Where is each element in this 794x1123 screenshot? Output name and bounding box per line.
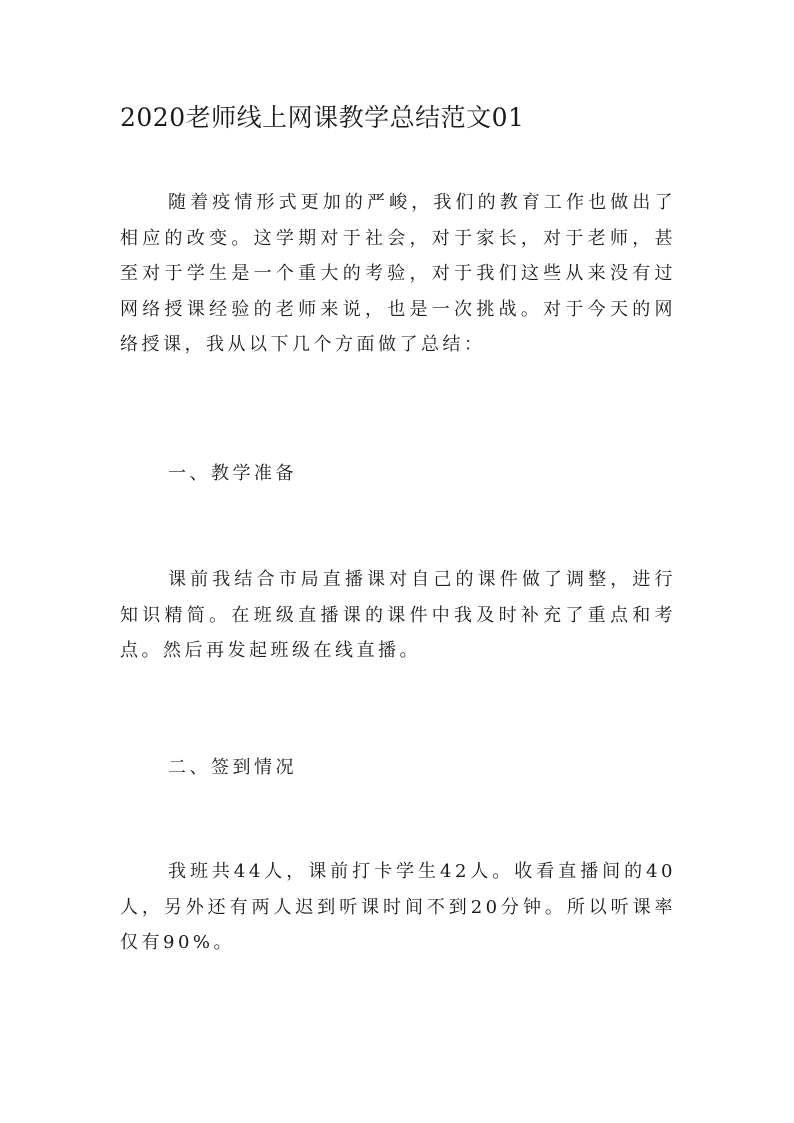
section-heading-attendance: 二、签到情况 xyxy=(168,757,297,778)
intro-paragraph: 随着疫情形式更加的严峻，我们的教育工作也做出了相应的改变。这学期对于社会，对于家长，对于老师，甚至对于学生是一个重大的考验，对于我们这些从来没有过网络授课经验的老师来说，也是一次挑战。对于今天的网络授课，我从以下几个方面做了总结： xyxy=(120,192,676,355)
section-heading-teaching-prep: 一、教学准备 xyxy=(168,463,297,484)
section-body-teaching-prep: 课前我结合市局直播课对自己的课件做了调整，进行知识精简。在班级直播课的课件中我及时补充了重点和考点。然后再发起班级在线直播。 xyxy=(120,569,676,661)
section-body-attendance: 我班共44人，课前打卡学生42人。收看直播间的40人，另外还有两人迟到听课时间不到20分钟。所以听课率仅有90%。 xyxy=(120,861,676,953)
document-title: 2020老师线上网课教学总结范文01 xyxy=(120,103,525,132)
